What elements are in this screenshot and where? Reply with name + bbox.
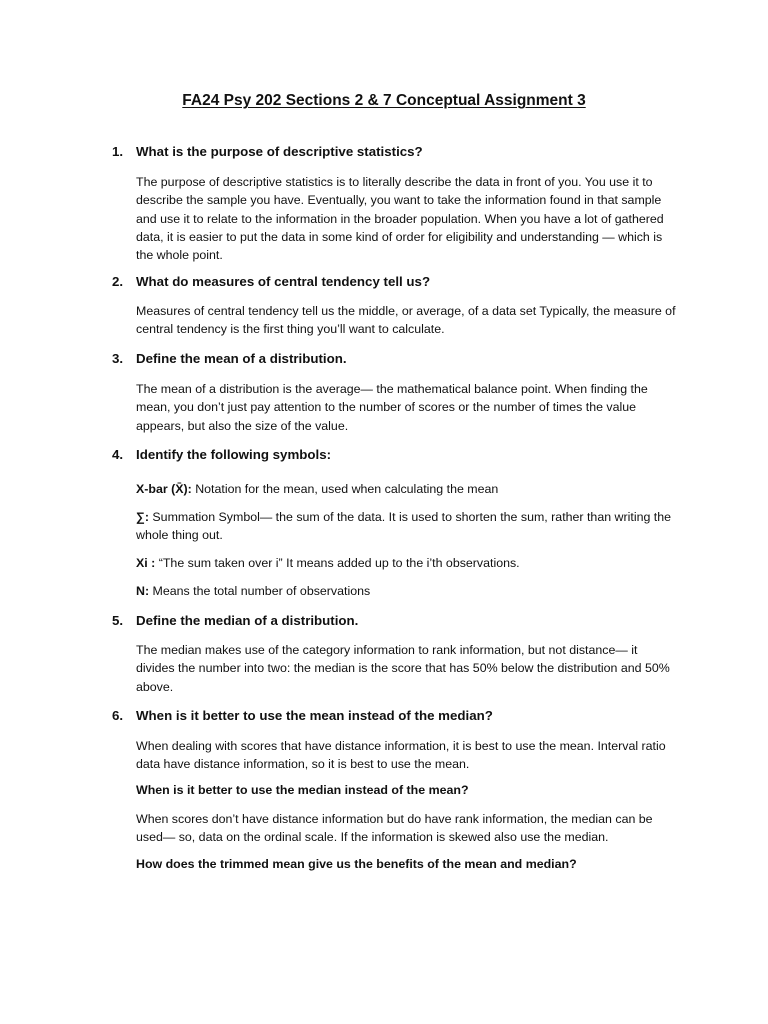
- question-4: [112, 447, 331, 462]
- sub-answer-median: When scores don’t have distance information but do have rank information, the median can be used— so, data on the ordinal scale. If the information is skewed also use the median.: [136, 812, 653, 845]
- answer-6: When dealing with scores that have distance information, it is best to use the mean. Interval ratio data have distance information, so it is best to use the mean.: [136, 739, 666, 772]
- question-number: 2.: [112, 274, 124, 289]
- sub-question-median: When is it better to use the median instead of the mean?: [136, 783, 469, 797]
- symbol-definition: Means the total number of observations: [152, 584, 371, 598]
- sub-question-trimmed-mean: How does the trimmed mean give us the benefits of the mean and median?: [136, 857, 577, 871]
- question-3: [112, 351, 347, 366]
- question-1: [112, 144, 423, 159]
- symbol-n: N: Means the total number of observations: [136, 584, 371, 598]
- symbol-definition: Summation Symbol— the sum of the data. It is used to shorten the sum, rather than writing the whole thing out.: [136, 510, 672, 543]
- question-text: Define the median of a distribution.: [136, 613, 359, 628]
- symbol-xbar: X-bar (X̄): Notation for the mean, used when calculating the mean: [136, 482, 499, 496]
- question-number: 4.: [112, 447, 124, 462]
- symbol-definition: “The sum taken over i” It means added up to the i’th observations.: [158, 556, 520, 570]
- answer-2: Measures of central tendency tell us the middle, or average, of a data set Typically, the measure of central tendency is the first thing you’ll want to calculate.: [136, 304, 676, 337]
- question-text: Identify the following symbols:: [136, 447, 332, 462]
- question-5: [112, 613, 358, 628]
- symbol-term: X-bar (X̄): [136, 482, 188, 496]
- question-text: Define the mean of a distribution.: [136, 351, 347, 366]
- question-number: 3.: [112, 351, 124, 366]
- question-text: What do measures of central tendency tell us?: [136, 274, 431, 289]
- answer-1: The purpose of descriptive statistics is to literally describe the data in front of you. You use it to describe the sample you have. Eventually, you want to take the information found in that sample and use it to relate to the information in the broader population. When you have a lot of gathered data, it is easier to put the data in some kind of order for eligibility and understanding — which is the whole point.: [136, 175, 664, 263]
- question-text: What is the purpose of descriptive statistics?: [136, 144, 423, 159]
- symbol-term: N: [136, 584, 145, 598]
- answer-5: The median makes use of the category information to rank information, but not distance— it divides the number into two: the median is the score that has 50% below the distribution and 50% above.: [136, 643, 670, 694]
- question-2: [112, 274, 430, 289]
- symbol-xi: [136, 554, 676, 572]
- question-number: 5.: [112, 613, 124, 628]
- symbol-definition: Notation for the mean, used when calculating the mean: [195, 482, 499, 496]
- symbol-sigma: ∑: Summation Symbol— the sum of the data. It is used to shorten the sum, rather than writing the whole thing out.: [136, 510, 672, 543]
- symbol-term: Xi :: [136, 556, 156, 570]
- document-title: FA24 Psy 202 Sections 2 & 7 Conceptual Assignment 3: [182, 92, 586, 109]
- symbol-term: ∑: [136, 510, 145, 524]
- question-number: 1.: [112, 144, 124, 159]
- question-number: 6.: [112, 708, 124, 723]
- question-text: When is it better to use the mean instead of the median?: [136, 708, 493, 723]
- answer-3: The mean of a distribution is the average— the mathematical balance point. When finding the mean, you don’t just pay attention to the number of scores or the number of times the value appears, but also the size of the value.: [136, 382, 648, 433]
- question-6: [112, 708, 493, 723]
